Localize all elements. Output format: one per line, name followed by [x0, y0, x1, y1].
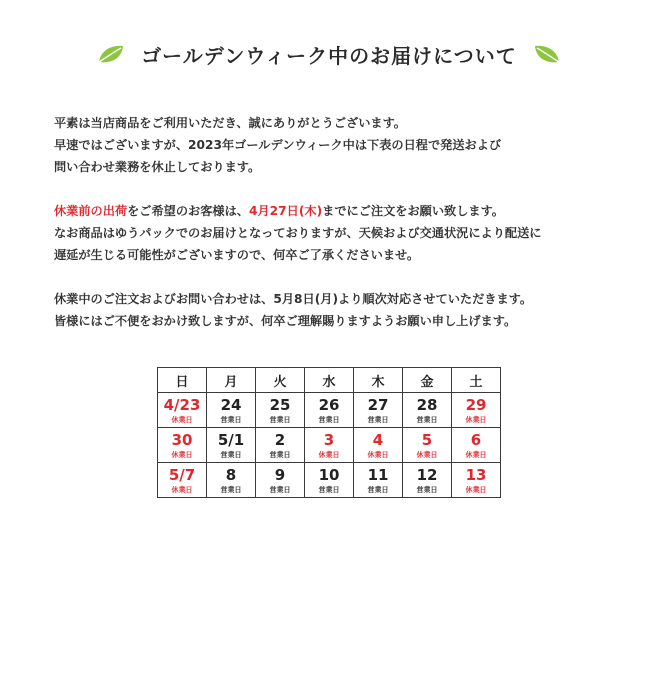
day-status: 休業日	[367, 451, 389, 459]
day-status: 営業日	[220, 416, 242, 424]
calendar-week-row	[158, 428, 501, 463]
calendar-day-cell	[207, 463, 256, 498]
resume-line-1: 休業中のご注文およびお問い合わせは、5月8日(月)より順次対応させていただきます。	[54, 292, 533, 306]
day-status: 営業日	[220, 451, 242, 459]
weekday-header: 金	[403, 368, 452, 393]
day-number: 30	[171, 431, 193, 449]
day-status: 休業日	[465, 486, 487, 494]
holiday-calendar	[157, 367, 501, 498]
leaf-icon	[531, 42, 563, 68]
deadline-date-highlight: 4月27日(木)	[249, 204, 323, 218]
day-number: 5/1	[217, 431, 245, 449]
calendar-day-cell	[256, 428, 305, 463]
calendar-day-cell	[452, 428, 501, 463]
day-number: 24	[220, 396, 242, 414]
calendar-day-cell	[305, 463, 354, 498]
day-status: 営業日	[220, 486, 242, 494]
day-number: 9	[274, 466, 286, 484]
calendar-day-cell	[256, 463, 305, 498]
pre-holiday-shipping-highlight: 休業前の出荷	[54, 204, 128, 218]
day-status: 営業日	[318, 486, 340, 494]
intro-line-2: 早速ではございますが、2023年ゴールデンウィーク中は下表の日程で発送および	[54, 138, 502, 152]
day-status: 休業日	[318, 451, 340, 459]
calendar-day-cell	[403, 393, 452, 428]
day-status: 休業日	[171, 416, 193, 424]
weekday-header: 日	[158, 368, 207, 393]
calendar-day-cell	[305, 393, 354, 428]
day-number: 4	[372, 431, 384, 449]
calendar-day-cell	[354, 463, 403, 498]
day-number: 26	[318, 396, 340, 414]
day-status: 営業日	[367, 486, 389, 494]
weekday-header: 水	[305, 368, 354, 393]
calendar-week-row	[158, 393, 501, 428]
day-status: 営業日	[416, 416, 438, 424]
day-status: 営業日	[318, 416, 340, 424]
leaf-icon	[95, 42, 127, 68]
day-number: 27	[367, 396, 389, 414]
calendar-day-cell	[403, 463, 452, 498]
day-number: 13	[465, 466, 487, 484]
calendar-day-cell	[158, 428, 207, 463]
page-title: ゴールデンウィーク中のお届けについて	[141, 44, 517, 68]
intro-paragraph	[54, 112, 644, 178]
calendar-day-cell	[354, 393, 403, 428]
day-number: 4/23	[163, 396, 201, 414]
day-number: 12	[416, 466, 438, 484]
deadline-line-3: 遅延が生じる可能性がございますので、何卒ご了承くださいませ。	[54, 248, 420, 262]
day-number: 25	[269, 396, 291, 414]
calendar-day-cell	[207, 393, 256, 428]
day-status: 営業日	[367, 416, 389, 424]
day-status: 営業日	[269, 451, 291, 459]
day-status: 営業日	[269, 486, 291, 494]
day-number: 28	[416, 396, 438, 414]
deadline-text: をご希望のお客様は、	[127, 204, 249, 218]
day-number: 29	[465, 396, 487, 414]
day-number: 2	[274, 431, 286, 449]
calendar-day-cell	[452, 463, 501, 498]
weekday-header: 火	[256, 368, 305, 393]
weekday-header: 土	[452, 368, 501, 393]
resume-line-2: 皆様にはご不便をおかけ致しますが、何卒ご理解賜りますようお願い申し上げます。	[54, 314, 517, 328]
calendar-week-row	[158, 463, 501, 498]
calendar-day-cell	[158, 393, 207, 428]
calendar-day-cell	[256, 393, 305, 428]
day-number: 8	[225, 466, 237, 484]
day-number: 10	[318, 466, 340, 484]
day-number: 5/7	[168, 466, 196, 484]
day-number: 3	[323, 431, 335, 449]
day-number: 6	[470, 431, 482, 449]
day-status: 休業日	[465, 416, 487, 424]
weekday-header: 月	[207, 368, 256, 393]
calendar-day-cell	[452, 393, 501, 428]
deadline-paragraph	[54, 200, 644, 266]
resume-paragraph	[54, 288, 644, 332]
day-status: 営業日	[416, 486, 438, 494]
calendar-day-cell	[354, 428, 403, 463]
title-row	[0, 40, 658, 69]
day-status: 休業日	[171, 451, 193, 459]
day-number: 11	[367, 466, 389, 484]
deadline-line-1	[54, 200, 644, 222]
intro-line-1: 平素は当店商品をご利用いただき、誠にありがとうございます。	[54, 116, 406, 130]
day-status: 休業日	[171, 486, 193, 494]
intro-line-3: 問い合わせ業務を休止しております。	[54, 160, 261, 174]
deadline-text-end: までにご注文をお願い致します。	[322, 204, 504, 218]
calendar-day-cell	[207, 428, 256, 463]
calendar-day-cell	[305, 428, 354, 463]
day-number: 5	[421, 431, 433, 449]
day-status: 休業日	[465, 451, 487, 459]
calendar-day-cell	[403, 428, 452, 463]
calendar-day-cell	[158, 463, 207, 498]
deadline-line-2: なお商品はゆうパックでのお届けとなっておりますが、天候および交通状況により配送に	[54, 226, 542, 240]
weekday-header: 木	[354, 368, 403, 393]
calendar-header-row	[158, 368, 501, 393]
day-status: 休業日	[416, 451, 438, 459]
day-status: 営業日	[269, 416, 291, 424]
